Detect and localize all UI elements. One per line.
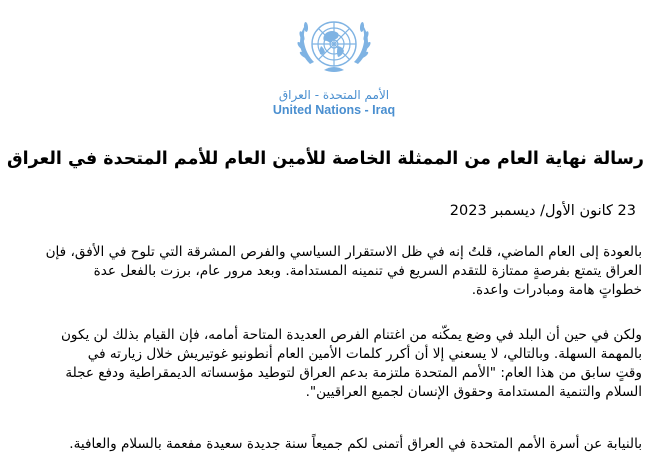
paragraph-line: بالعودة إلى العام الماضي، قلتُ إنه في ظل الاستقرار السياسي والفرص المشرقة التي تلوح في الأفق، فإن [45,244,642,260]
paragraph-line: بالمهمة السهلة. وبالتالي، لا يسعني إلا أن أكرر كلمات الأمين العام أنطونيو غوتيريش خلال زيارته في [87,346,642,362]
paragraph-line: بالنيابة عن أسرة الأمم المتحدة في العراق أتمنى لكم جميعاً سنة جديدة سعيدة مفعمة بالسلام والعافية. [69,436,642,452]
logo-english-text: United Nations - Iraq [272,103,396,117]
paragraph-line: السلام والتنمية المستدامة وحقوق الإنسان لجميع العراقيين". [305,384,642,400]
paragraph [20,326,642,402]
paragraph-line: وقتٍ سابق من هذا العام: "الأمم المتحدة ملتزمة بدعم العراق لتوطيد مؤسساته الديمقراطية ودفع عجلة [65,365,642,381]
paragraph [20,243,642,300]
document-title: رسالة نهاية العام من الممثلة الخاصة للأمين العام للأمم المتحدة في العراق [6,149,644,169]
logo-arabic-text: الأمم المتحدة - العراق [278,88,390,102]
paragraph [20,435,642,454]
un-emblem-icon [288,6,380,86]
paragraph-line: خطواتٍ هامة ومبادرات واعدة. [471,282,642,298]
paragraph-line: ولكن في حين أن البلد في وضع يمكّنه من اغتنام الفرص العديدة المتاحة أمامه، فإن القيام بذلك لن يكون [60,327,642,343]
un-iraq-logo [254,6,414,117]
paragraph-line: العراق يتمتع بفرصةٍ ممتازة للتقدم السريع في تنمينه المستدامة. وبعد مرور عام، برزت بالفعل عدة [93,263,642,279]
document-date: 23 كانون الأول/ ديسمبر 2023 [449,203,636,219]
